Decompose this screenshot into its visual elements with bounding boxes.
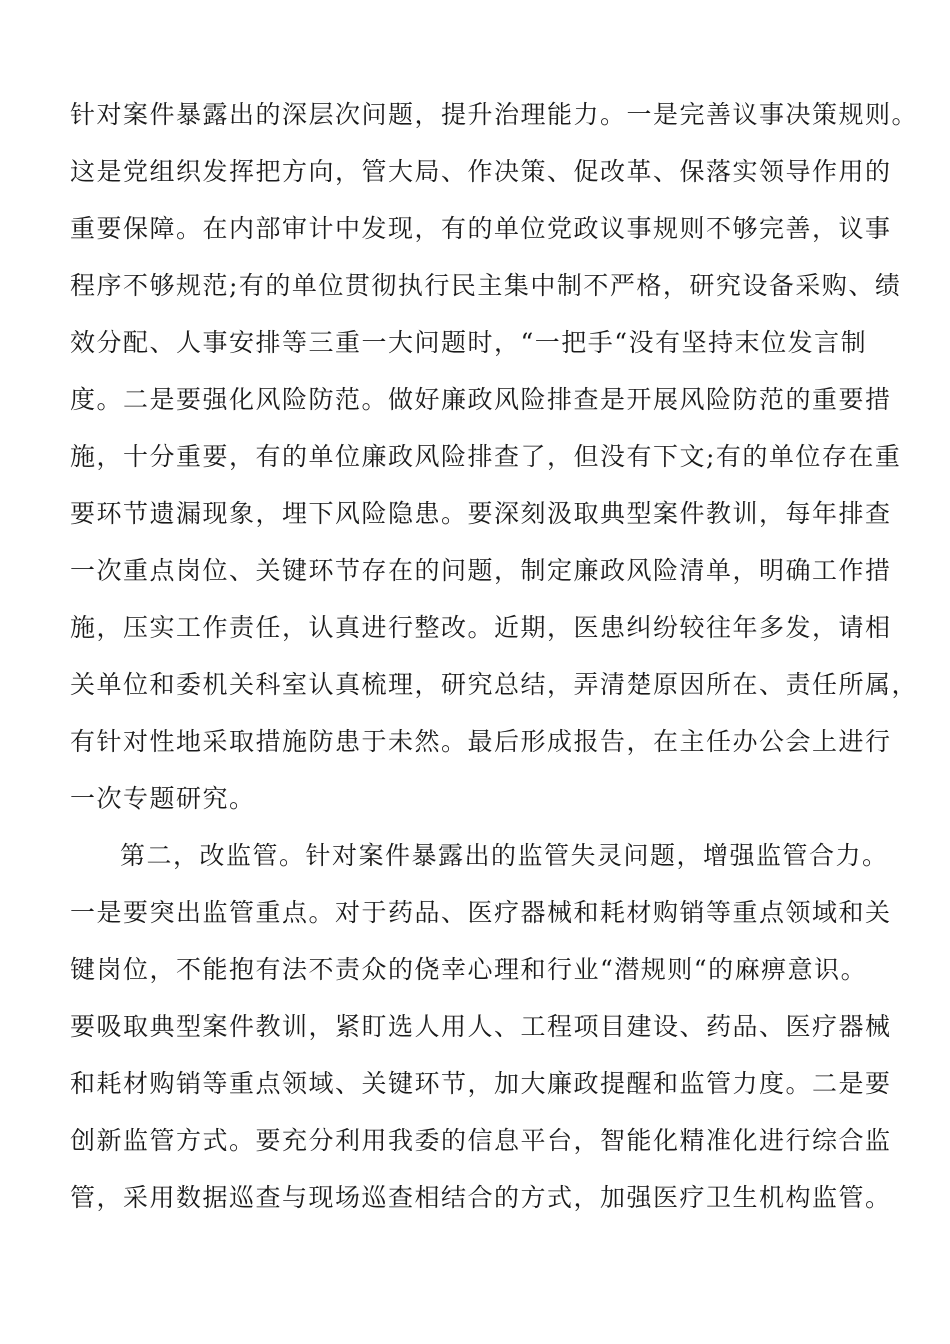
text-line: 程序不够规范;有的单位贯彻执行民主集中制不严格，研究设备采购、绩: [70, 271, 902, 300]
text-line: 键岗位，不能抱有法不责众的侥幸心理和行业“潜规则“的麻痹意识。: [70, 955, 868, 984]
text-line: 创新监管方式。要充分利用我委的信息平台，智能化精准化进行综合监: [70, 1126, 892, 1155]
text-line: 一是要突出监管重点。对于药品、医疗器械和耗材购销等重点领域和关: [70, 898, 892, 927]
text-line: 施，压实工作责任，认真进行整改。近期，医患纠纷较往年多发，请相: [70, 613, 892, 642]
text-line: 要吸取典型案件教训，紧盯选人用人、工程项目建设、药品、医疗器械: [70, 1012, 892, 1041]
text-line: 施，十分重要，有的单位廉政风险排查了，但没有下文;有的单位存在重: [70, 442, 902, 471]
paragraph-first-line: 第二，改监管。针对案件暴露出的监管失灵问题，增强监管合力。: [120, 841, 889, 870]
text-line: 这是党组织发挥把方向，管大局、作决策、促改革、保落实领导作用的: [70, 157, 892, 186]
text-line: 有针对性地采取措施防患于未然。最后形成报告，在主任办公会上进行: [70, 727, 892, 756]
text-line: 重要保障。在内部审计中发现，有的单位党政议事规则不够完善，议事: [70, 214, 892, 243]
text-line: 要环节遗漏现象，埋下风险隐患。要深刻汲取典型案件教训，每年排查: [70, 499, 892, 528]
text-line: 和耗材购销等重点领域、关键环节，加大廉政提醒和监管力度。二是要: [70, 1069, 892, 1098]
text-line: 度。二是要强化风险防范。做好廉政风险排查是开展风险防范的重要措: [70, 385, 892, 414]
text-line: 一次重点岗位、关键环节存在的问题，制定廉政风险清单，明确工作措: [70, 556, 892, 585]
text-line: 效分配、人事安排等三重一大问题时，“一把手“没有坚持末位发言制: [70, 328, 868, 357]
text-line: 针对案件暴露出的深层次问题，提升治理能力。一是完善议事决策规则。: [70, 100, 919, 129]
text-line: 管，采用数据巡查与现场巡查相结合的方式，加强医疗卫生机构监管。: [70, 1183, 892, 1212]
text-line: 关单位和委机关科室认真梳理，研究总结，弄清楚原因所在、责任所属，: [70, 670, 919, 699]
text-line: 一次专题研究。: [70, 784, 256, 813]
